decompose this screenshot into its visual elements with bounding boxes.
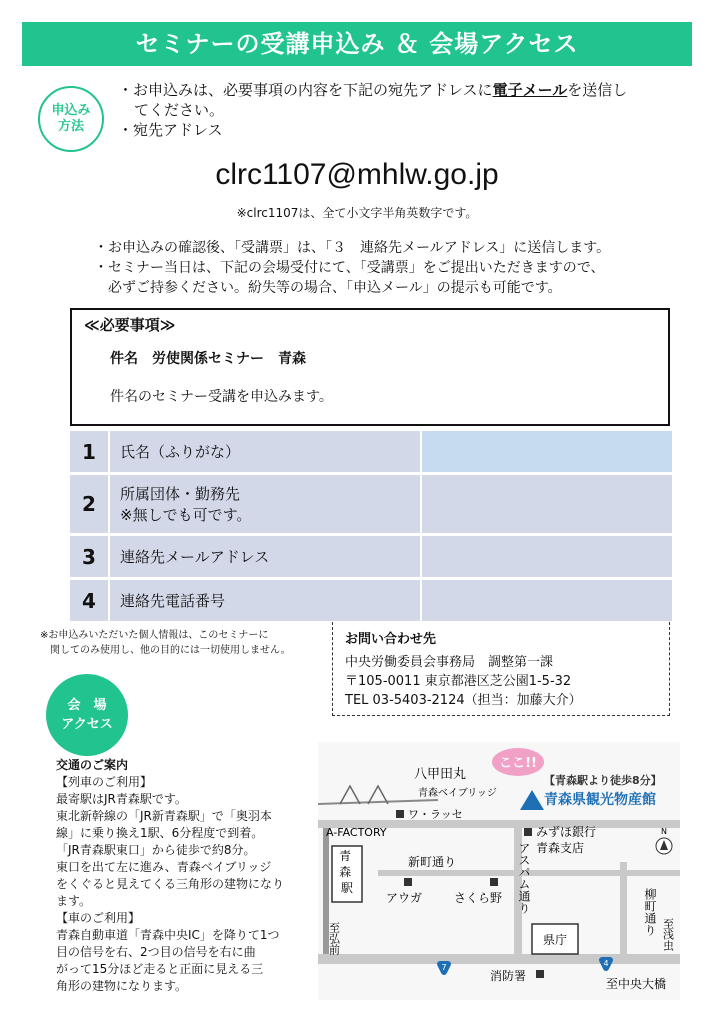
map-koko: ここ!!: [499, 756, 537, 771]
car-heading: 【車のご利用】: [56, 911, 141, 925]
map-venue: 青森県観光物産館: [544, 792, 656, 808]
access-heading: 交通のご案内: [56, 758, 129, 772]
email-field[interactable]: [422, 536, 672, 577]
required-items-box: [70, 308, 670, 426]
car-line: がって15分ほど走ると正面に見える三: [56, 962, 264, 976]
map-mizuho2: 青森支店: [536, 841, 585, 855]
map-baybridge: 青森ベイブリッジ: [418, 788, 497, 799]
car-line: 目の信号を右、2つ目の信号を右に曲: [56, 945, 256, 959]
venue-badge-line2: アクセス: [61, 717, 113, 732]
table-row: [70, 475, 672, 533]
venue-badge-line1: 会 場: [67, 698, 107, 713]
contact-address: 〒105-0011 東京都港区芝公園1-5-32: [345, 674, 572, 689]
apply-bullet1-emph: 電子メール: [492, 81, 568, 99]
page-title: セミナーの受講申込み ＆ 会場アクセス: [22, 22, 692, 66]
organization-field[interactable]: [422, 475, 672, 533]
map-shinmachi: 新町通り: [408, 855, 457, 869]
map-station-label: [339, 848, 355, 895]
car-line: 角形の建物になります。: [56, 979, 188, 993]
row-label-line1: 所属団体・勤務先: [120, 485, 241, 503]
name-field[interactable]: [422, 431, 672, 472]
venue-access-badge: [46, 674, 128, 756]
apply-bullet1-cont: てください。: [134, 101, 225, 119]
access-info: [56, 757, 306, 995]
row-label: 連絡先電話番号: [110, 580, 422, 621]
train-heading: 【列車のご利用】: [56, 775, 153, 789]
train-line: をくぐると見えてくる三角形の建物になり: [56, 877, 285, 891]
apply-method-badge: [38, 86, 104, 152]
table-row: [70, 536, 672, 577]
confirm-note: 必ずご持参ください。紛失等の場合、「申込メール」の提示も可能です。: [94, 280, 562, 296]
building-marker: [490, 878, 498, 886]
map-to-chuo: 至中央大橋: [606, 977, 667, 991]
route-4-label: 4: [603, 959, 609, 968]
building-marker: [524, 828, 532, 836]
contact-box: [332, 622, 670, 716]
map-kencho: 県庁: [542, 933, 568, 947]
map-to-hirosaki: 至弘前: [327, 922, 341, 955]
apply-instructions: [118, 80, 688, 140]
application-form-table: [70, 428, 672, 624]
confirm-note: ・セミナー当日は、下記の会場受付にて、「受講票」をご提出いただきますので、: [94, 260, 605, 276]
table-row: [70, 431, 672, 472]
row-number: 1: [70, 431, 110, 472]
station-char: 駅: [340, 881, 354, 895]
apply-bullet2: ・宛先アドレス: [118, 121, 223, 139]
email-note: ※clrc1107は、全て小文字半角英数字です。: [236, 206, 478, 220]
row-label: 連絡先メールアドレス: [110, 536, 422, 577]
train-line: 線」に乗り換え1駅、6分程度で到着。: [56, 826, 264, 840]
contact-heading: お問い合わせ先: [345, 632, 437, 647]
road: [620, 862, 627, 962]
map-shobo: 消防署: [490, 969, 527, 983]
building-marker: [536, 970, 544, 978]
building-marker: [396, 810, 404, 818]
row-number: 4: [70, 580, 110, 621]
map-wa-rasse: ワ・ラッセ: [408, 808, 463, 821]
map-hakkoda: 八甲田丸: [414, 767, 467, 782]
map-to-asamushi: 至浅虫: [661, 918, 675, 951]
map-yanagimachi: 柳町通り: [643, 888, 657, 936]
table-row: [70, 580, 672, 621]
map-mizuho: みずほ銀行: [536, 825, 597, 839]
building-marker: [404, 878, 412, 886]
map-walk: 【青森駅より徒歩8分】: [544, 774, 662, 787]
contact-tel: TEL 03-5403-2124（担当：加藤大介）: [345, 693, 582, 708]
apply-badge-line1: 申込み: [51, 103, 91, 118]
row-number: 3: [70, 536, 110, 577]
station-char: 青: [339, 849, 352, 863]
map-aoga: アウガ: [386, 891, 423, 905]
confirm-note: ・お申込みの確認後、「受講票」は、「３ 連絡先メールアドレス」に送信します。: [94, 240, 611, 256]
apply-bullet1-post: を送信し: [567, 81, 628, 99]
row-label-line2: ※無しでも可です。: [120, 506, 252, 524]
train-line: 「JR青森駅東口」から徒歩で約8分。: [56, 843, 256, 857]
train-line: 東北新幹線の「JR新青森駅」で「奥羽本: [56, 809, 272, 823]
required-body: 件名のセミナー受講を申込みます。: [110, 389, 333, 405]
train-line: ます。: [56, 894, 92, 908]
privacy-note: [40, 628, 330, 658]
privacy-line: ※お申込みいただいた個人情報は、このセミナーに: [40, 630, 269, 641]
map-sakurano: さくら野: [454, 891, 503, 905]
car-line: 青森自動車道「青森中央IC」を降りて1つ: [56, 928, 280, 942]
train-line: 最寄駅はJR青森駅です。: [56, 792, 187, 806]
required-subject: 件名 労使関係セミナー 青森: [110, 351, 306, 367]
apply-bullet1-pre: ・お申込みは、必要事項の内容を下記の宛先アドレスに: [118, 81, 493, 99]
train-line: 東口を出て左に進み、青森ベイブリッジ: [56, 860, 272, 874]
privacy-line: 関してのみ使用し、他の目的には一切使用しません。: [40, 645, 291, 656]
access-map: [318, 742, 680, 1000]
confirm-notes: [94, 238, 704, 298]
row-number: 2: [70, 475, 110, 533]
row-label: [110, 475, 422, 533]
contact-org: 中央労働委員会事務局 調整第一課: [345, 655, 554, 670]
station-char: 森: [339, 865, 352, 879]
map-afactory: A-FACTORY: [326, 826, 387, 839]
map-north: N: [661, 827, 667, 836]
map-svg: [318, 742, 680, 1000]
phone-field[interactable]: [422, 580, 672, 621]
apply-badge-line2: 方法: [57, 119, 84, 134]
email-address[interactable]: clrc1107@mhlw.go.jp: [215, 158, 499, 191]
required-heading: ≪必要事項≫: [84, 316, 176, 334]
map-aspam: アスパム通り: [517, 842, 531, 914]
row-label: 氏名（ふりがな）: [110, 431, 422, 472]
route-7-label: 7: [441, 963, 447, 972]
